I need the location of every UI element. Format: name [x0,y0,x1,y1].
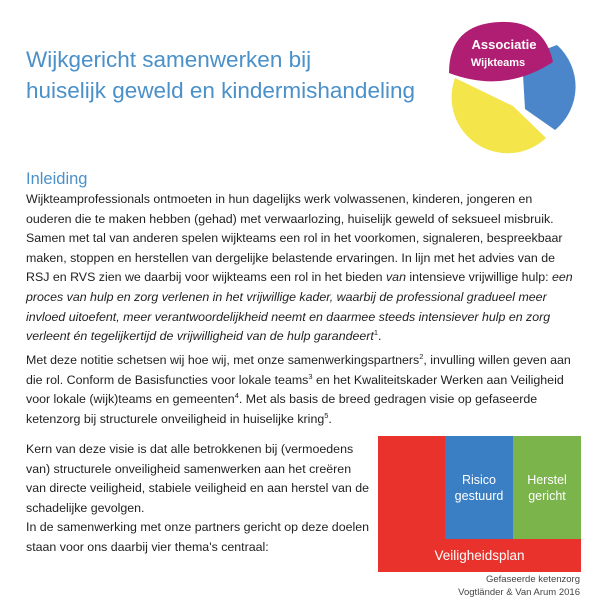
title-line-1: Wijkgericht samenwerken bij [26,47,312,72]
page-title [26,44,426,106]
diagram-veiligheidsplan-bar [378,539,581,572]
footnote-ref-1[interactable]: 1 [373,328,379,338]
caption-line-2: Vogtländer & Van Arum 2016 [458,586,580,598]
herstel-label-line2: gericht [528,488,566,503]
risico-label-line1: Risico [461,472,497,487]
diagram-red-block [378,436,445,539]
partners-paragraph: Met deze notitie schetsen wij hoe wij, met onze samenwerkingspartners$^2$, invulling willen geven aan die rol. Conform de Basisfuncties voor lokale teams$^3$ en het Kwaliteitskader Werken aan Veiligheid voor lokale (wijk)teams en gemeenten$^4$. Met als basis de breed gedragen visie op gefaseerde ketenzorg bij structurele onveiligheid in huiselijke kring$^5$. [26,351,571,426]
veiligheidsplan-label: Veiligheidsplan [434,548,525,563]
footnote-ref-2[interactable]: 2 [419,351,424,361]
diagram-caption [458,574,580,599]
title-line-2: huiselijk geweld en kindermishandeling [26,78,415,103]
diagram-risico-gestuurd-block [445,436,513,539]
herstel-label-line1: Herstel [527,472,567,487]
logo-text-wijkteams: Wijkteams [470,57,526,69]
associatie-wijkteams-logo [436,18,586,168]
risico-label-line2: gestuurd [454,488,504,503]
themes-paragraph: In de samenwerking met onze partners gericht op deze doelen staan voor ons daarbij vier thema's centraal: [26,520,370,554]
logo-text-associatie: Associatie [471,37,537,52]
footnote-ref-3[interactable]: 3 [308,371,313,381]
footnote-ref-4[interactable]: 4 [234,391,239,401]
vision-paragraph: Kern van deze visie is dat alle betrokkenen bij (vermoedens van) structurele onveiligheid samenwerken aan het creëren van directe veiligheid, stabiele veiligheid en aan herstel van de schadelijke gevolgen. [26,442,370,515]
caption-line-1: Gefaseerde ketenzorg [485,574,580,585]
diagram-herstel-gericht-block [513,436,581,539]
section-heading-inleiding: Inleiding [26,170,88,188]
footnote-ref-5[interactable]: 5 [324,410,329,420]
intro-paragraph: Wijkteamprofessionals ontmoeten in hun dagelijks werk volwassenen, kinderen, jongeren en ouderen die te maken hebben (gehad) met verwaarlozing, huiselijk geweld of seksueel misbruik. Samen met tal van anderen spelen wijkteams een rol in het voorkomen, signaleren, bespreekbaar maken, stoppen en herstellen van dergelijke belastende ervaringen. In lijn met het advies van de RSJ en RVS zien we daarbij voor wijkteams een rol in het bieden van intensieve vrijwillige hulp: een proces van hulp en zorg verlenen in het vrijwillige kader, waarbij de professional gradueel meer invloed uitoefent, meer verantwoordelijkheid neemt en daarmee steeds intensiever hulp en zorg verleent én tegelijkertijd de vrijwilligheid van de hulp garandeert$^1$. [26,192,573,344]
ketenzorg-diagram [378,436,581,572]
